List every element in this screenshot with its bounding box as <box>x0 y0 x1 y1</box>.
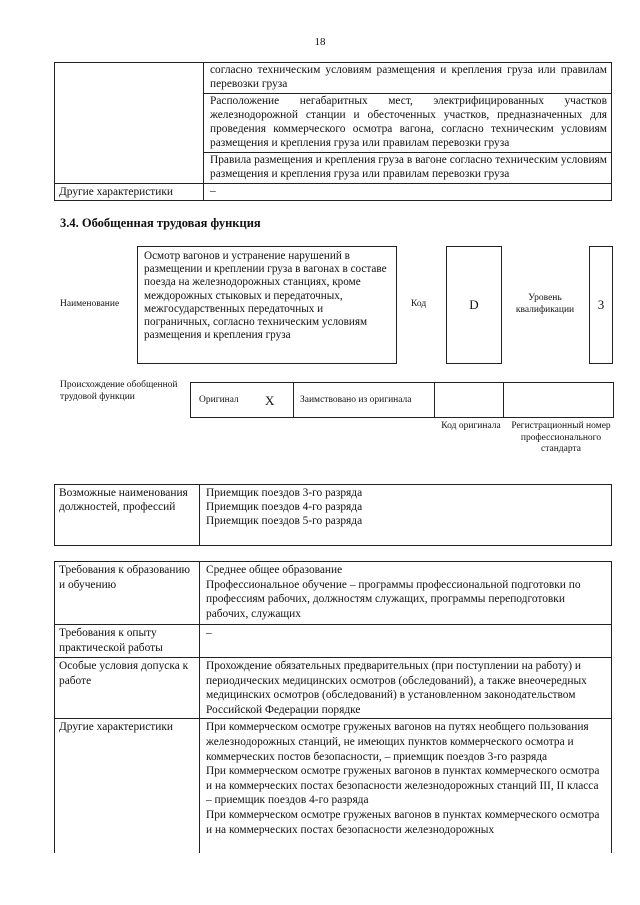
list-item: Приемщик поездов 3-го разряда <box>206 487 363 499</box>
table-cell: Правила размещения и крепления груза в вагоне согласно техническим условиям размещения и крепления груза или правилам перевозки груза <box>204 153 612 184</box>
reg-caption: Регистрационный номер профессионального стандарта <box>511 421 611 454</box>
row-label: Другие характеристики <box>55 719 200 854</box>
name-label: Наименование <box>60 299 120 309</box>
table-cell: – <box>200 625 612 658</box>
borrowed-label: Заимствовано из оригинала <box>294 383 435 418</box>
code-box <box>446 246 502 364</box>
list-item: Приемщик поездов 5-го разряда <box>206 515 363 527</box>
table-cell: Расположение негабаритных мест, электрифицированных участков железнодорожной станции и обесточенных участков, предназначенных для проведения коммерческого осмотра вагона, согласно техническим условиям размещения и крепления груза или правилам перевозки груза <box>204 94 612 153</box>
cell-line: Среднее общее образование <box>206 564 343 576</box>
section-title: 3.4. Обобщенная трудовая функция <box>60 216 261 230</box>
cell-line: При коммерческом осмотре груженых вагонов на путях необщего пользования железнодорожных станций, не имеющих пунктов коммерческого осмотра и коммерческих постов безопасности, – приемщик поездов 3-го разряда <box>206 721 589 763</box>
table-cell: Прохождение обязательных предварительных (при поступлении на работу) и периодических медицинских осмотров (обследований), а также внеочередных медицинских осмотров (обследований) в установленном законодательством Российской Федерации порядке <box>200 658 612 719</box>
level-label: Уровень квалификации <box>515 293 575 315</box>
table-cell: согласно техническим условиям размещения и крепления груза или правилам перевозки груза <box>204 63 612 94</box>
table-cell <box>200 719 612 854</box>
code-label: Код <box>411 299 427 309</box>
cell-line: При коммерческом осмотре груженых вагонов в пунктах коммерческого осмотра и на коммерческих постах безопасности железнодорожных <box>206 808 600 836</box>
positions-label: Возможные наименования должностей, профессий <box>55 485 200 546</box>
original-label: Оригинал <box>191 383 266 418</box>
table-cell-empty <box>55 63 204 184</box>
level-value: 3 <box>597 297 605 312</box>
origin-table <box>190 382 614 418</box>
row-label: Требования к опыту практической работы <box>55 625 200 658</box>
table-cell <box>200 562 612 625</box>
page-number: 18 <box>314 36 326 48</box>
positions-table <box>54 484 612 546</box>
function-name-box: Осмотр вагонов и устранение нарушений в размещении и креплении груза в вагонах в составе поезда на железнодорожных станциях, кроме междорожных стыковых и передаточных, межгосударственных передаточных и пограничных, согласно техническим условиям размещения и крепления груза <box>137 246 397 364</box>
original-mark: X <box>265 383 294 418</box>
code-caption: Код оригинала <box>441 421 501 431</box>
row-label: Особые условия допуска к работе <box>55 658 200 719</box>
origin-label: Происхождение обобщенной трудовой функции <box>60 380 178 402</box>
characteristics-table-continued <box>54 62 612 201</box>
code-value: D <box>469 297 479 312</box>
row-label: Другие характеристики <box>55 184 204 201</box>
table-cell: – <box>204 184 612 201</box>
list-item: Приемщик поездов 4-го разряда <box>206 501 363 513</box>
requirements-table <box>54 561 612 853</box>
positions-list <box>200 485 612 546</box>
row-label: Требования к образованию и обучению <box>55 562 200 625</box>
registration-number-cell <box>504 383 614 418</box>
level-box <box>589 246 613 364</box>
cell-line: При коммерческом осмотре груженых вагонов в пунктах коммерческого осмотра и на коммерческих постах безопасности железнодорожных станций III, II класса – приемщик поездов 4-го разряда <box>206 765 600 807</box>
original-code-cell <box>435 383 504 418</box>
cell-line: Профессиональное обучение – программы профессиональной подготовки по профессиям рабочих, должностям служащих, программы переподготовки рабочих, служащих <box>206 578 581 620</box>
